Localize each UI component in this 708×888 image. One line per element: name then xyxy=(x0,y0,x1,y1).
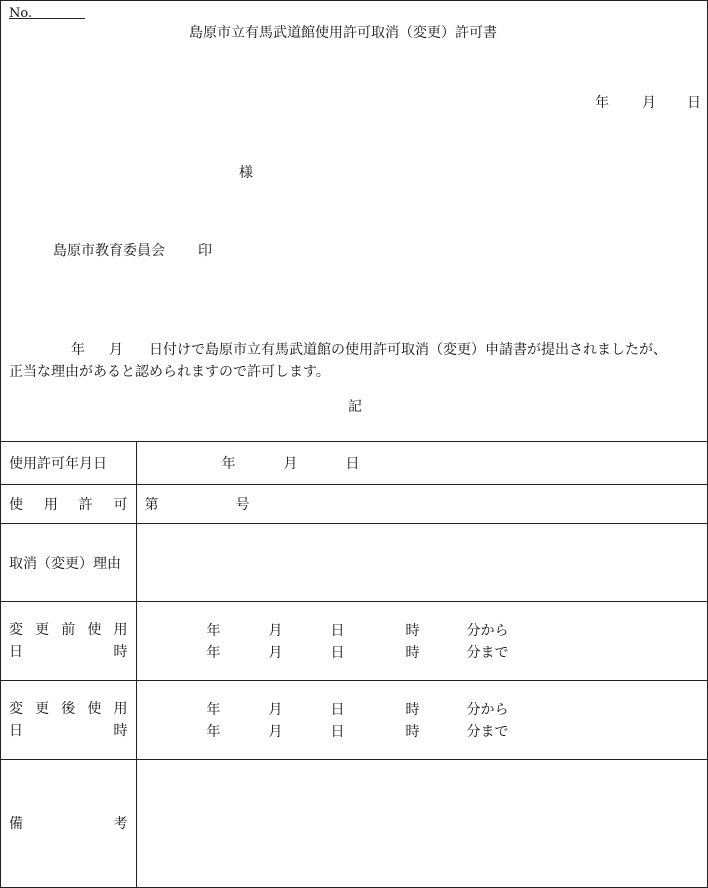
table-row-reason xyxy=(1,524,707,602)
table-row-permit-date xyxy=(1,442,707,485)
addressee-honorific: 様 xyxy=(239,165,253,181)
after-change-field[interactable] xyxy=(136,681,707,760)
seal-mark: 印 xyxy=(198,243,212,259)
before-change-from-line: 年 月 日 時 分から xyxy=(206,623,509,639)
document-number-label: No. xyxy=(9,6,33,21)
permit-date-month: 月 xyxy=(283,456,298,472)
permit-statement xyxy=(9,339,705,383)
statement-line-2: 正当な理由があると認められますので許可します。 xyxy=(9,364,330,380)
issuer-name: 島原市教育委員会 xyxy=(53,243,165,259)
permit-date-field[interactable] xyxy=(136,442,707,485)
permit-number-field[interactable] xyxy=(136,485,707,524)
reason-label: 取消（変更）理由 xyxy=(1,524,136,602)
permit-number-label: 使 用 許 可 xyxy=(1,485,136,524)
document-title: 島原市立有馬武道館使用許可取消（変更）許可書 xyxy=(189,25,497,41)
remarks-field[interactable] xyxy=(136,760,707,887)
permit-date-day: 日 xyxy=(345,456,360,472)
after-change-label: 変 更 後 使 用 日 時 xyxy=(1,681,136,760)
table-row-before-change xyxy=(1,602,707,681)
issue-date-day: 日 xyxy=(687,95,701,111)
document-number-underline xyxy=(9,18,85,19)
after-change-from-line: 年 月 日 時 分から xyxy=(206,702,509,718)
statement-month: 月 xyxy=(109,342,123,358)
table-row-after-change xyxy=(1,681,707,760)
statement-line-1-rest: 日付けで島原市立有馬武道館の使用許可取消（変更）申請書が提出されましたが、 xyxy=(149,342,667,358)
table-row-permit-number xyxy=(1,485,707,524)
statement-line-1 xyxy=(9,339,705,361)
permit-number-suffix: 号 xyxy=(235,497,250,513)
permit-number-prefix: 第 xyxy=(144,497,159,513)
statement-year: 年 xyxy=(71,342,85,358)
ki-heading: 記 xyxy=(348,399,362,415)
issue-date-month: 月 xyxy=(642,95,656,111)
reason-field[interactable] xyxy=(136,524,707,602)
permit-details-table xyxy=(1,441,707,887)
permit-date-year: 年 xyxy=(221,456,236,472)
remarks-label: 備 考 xyxy=(1,760,136,887)
before-change-to-line: 年 月 日 時 分まで xyxy=(206,645,509,661)
issue-date-year: 年 xyxy=(595,95,609,111)
before-change-field[interactable] xyxy=(136,602,707,681)
table-row-remarks xyxy=(1,760,707,887)
before-change-label: 変 更 前 使 用 日 時 xyxy=(1,602,136,681)
after-change-to-line: 年 月 日 時 分まで xyxy=(206,724,509,740)
permit-date-label: 使用許可年月日 xyxy=(1,442,136,485)
